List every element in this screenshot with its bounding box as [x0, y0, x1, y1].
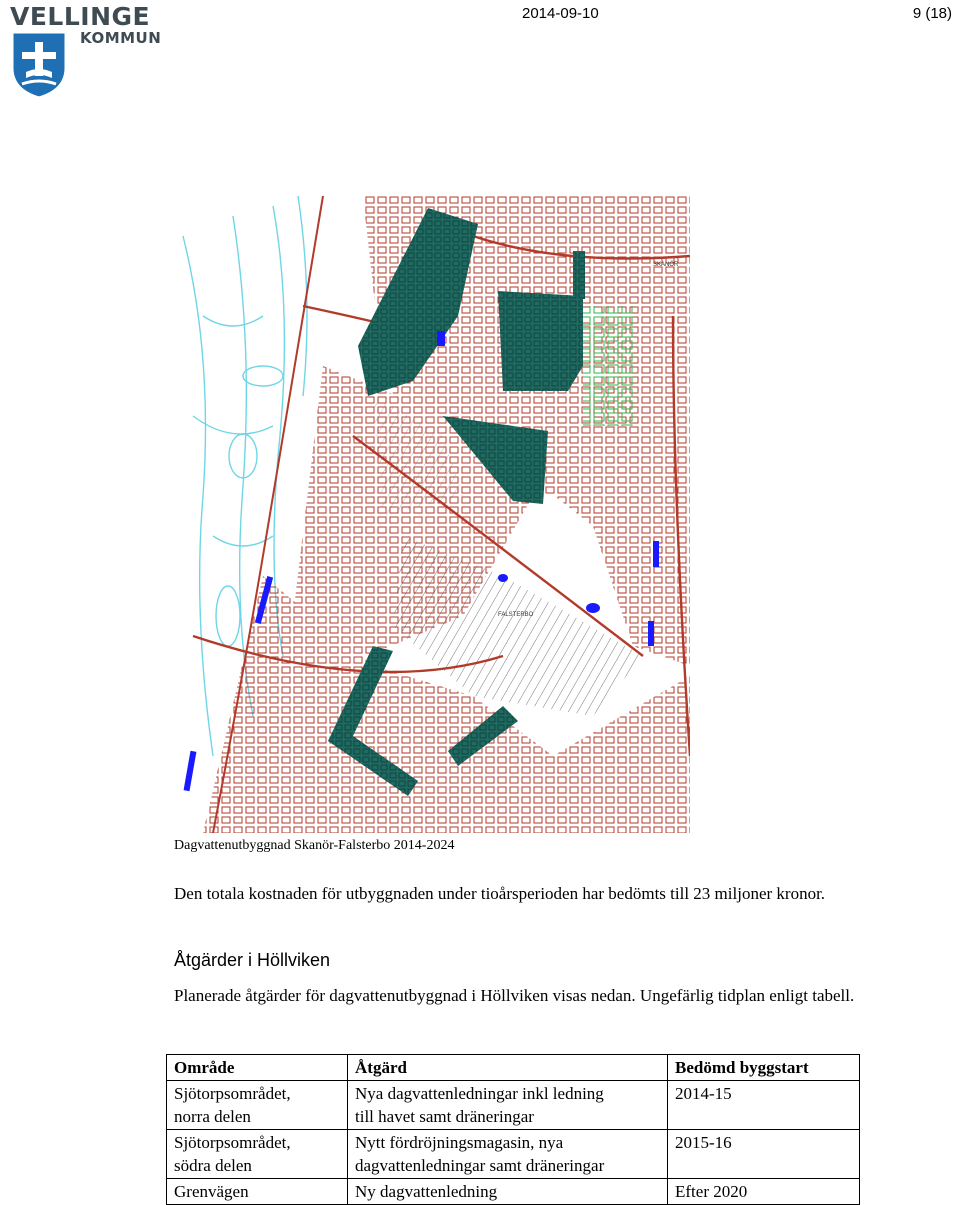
- cell-action: [348, 1130, 668, 1179]
- logo-text-vellinge: VELLINGE: [10, 2, 151, 31]
- map-label-falsterbo: FALSTERBO: [498, 612, 534, 618]
- cell-start: Efter 2020: [668, 1179, 860, 1205]
- cell-text: norra delen: [174, 1107, 251, 1126]
- cell-area: [167, 1130, 348, 1179]
- cell-start: 2015-16: [668, 1130, 860, 1179]
- cell-text: södra delen: [174, 1156, 252, 1175]
- table-row: [167, 1130, 860, 1179]
- header-area: Område: [167, 1055, 348, 1081]
- stormwater-map: [173, 196, 690, 833]
- cell-text: Sjötorpsområdet,: [174, 1133, 291, 1152]
- plan-paragraph: Planerade åtgärder för dagvattenutbyggnad i Höllviken visas nedan. Ungefärlig tidplan enligt tabell.: [174, 986, 855, 1005]
- map-caption: Dagvattenutbyggnad Skanör-Falsterbo 2014-2024: [174, 838, 455, 853]
- table-row: [167, 1081, 860, 1130]
- table-row: [167, 1179, 860, 1205]
- section-heading: Åtgärder i Höllviken: [174, 950, 331, 970]
- cell-text: Nya dagvattenledningar inkl ledning: [355, 1084, 604, 1103]
- header-action: Åtgärd: [348, 1055, 668, 1081]
- map-label-skanor: SKANÖR: [653, 262, 679, 268]
- cell-action: [348, 1081, 668, 1130]
- document-date: 2014-09-10: [522, 5, 599, 22]
- green-plots: [583, 306, 633, 426]
- header-start: Bedömd byggstart: [668, 1055, 860, 1081]
- cell-text: Nytt fördröjningsmagasin, nya: [355, 1133, 564, 1152]
- page-number: 9 (18): [912, 5, 952, 22]
- cell-text: till havet samt dräneringar: [355, 1107, 534, 1126]
- cell-action: Ny dagvattenledning: [348, 1179, 668, 1205]
- table-header-row: [167, 1055, 860, 1081]
- cell-start: 2014-15: [668, 1081, 860, 1130]
- cell-area: Grenvägen: [167, 1179, 348, 1205]
- cell-area: [167, 1081, 348, 1130]
- logo-text-kommun: KOMMUN: [80, 29, 162, 47]
- coat-of-arms-icon: [8, 28, 70, 100]
- schedule-table: [166, 1054, 860, 1205]
- cell-text: dagvattenledningar samt dräneringar: [355, 1156, 605, 1175]
- vellinge-kommun-logo: [8, 2, 168, 102]
- cell-text: Sjötorpsområdet,: [174, 1084, 291, 1103]
- cost-paragraph: Den totala kostnaden för utbyggnaden under tioårsperioden har bedömts till 23 miljoner kronor.: [174, 884, 826, 903]
